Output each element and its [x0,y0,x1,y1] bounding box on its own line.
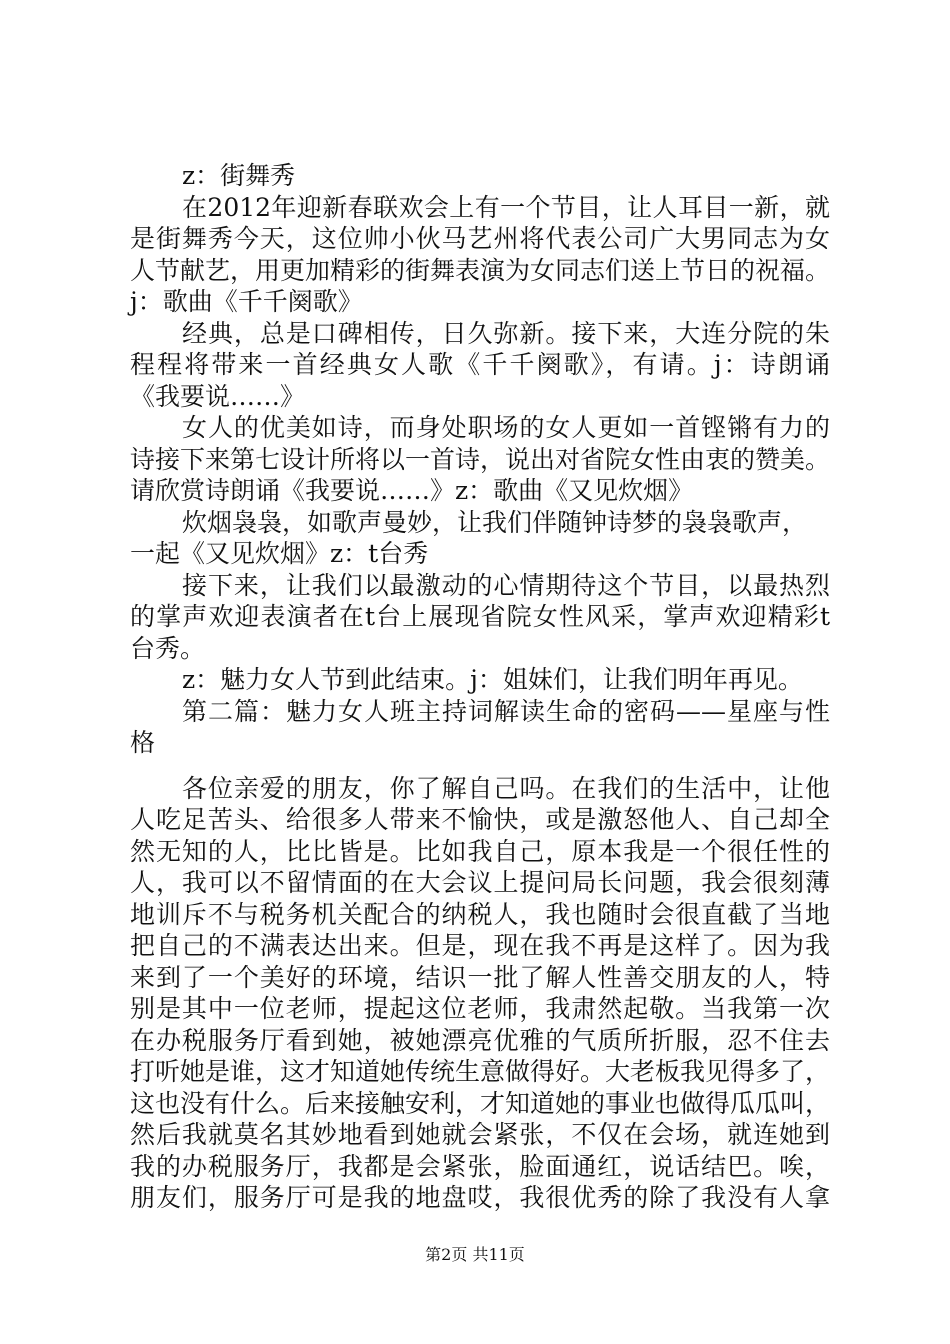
section-heading: 格 [130,728,156,757]
text-line: 在2012年迎新春联欢会上有一个节目，让人耳目一新，就 [182,192,830,222]
text-line: 经典，总是口碑相传，日久弥新。接下来，大连分院的朱 [182,318,830,348]
text-line: 一起《又见炊烟》z：t台秀 [130,539,429,568]
text-line: 人吃足苦头、给很多人带来不愉快，或是激怒他人、自己却全 [130,805,830,834]
text-line: 台秀。 [130,633,206,663]
text-line: 我的办税服务厅，我都是会紧张，脸面通红，说话结巴。唉， [130,1151,830,1181]
text-line: 人，我可以不留情面的在大会议上提问局长问题，我会很刻薄 [130,868,830,897]
text-line: 各位亲爱的朋友，你了解自己吗。在我们的生活中，让他 [182,773,830,803]
text-line: 然后我就莫名其妙地看到她就会紧张，不仅在会场，就连她到 [130,1120,830,1149]
text-line: 这也没有什么。后来接触安利，才知道她的事业也做得瓜瓜叫， [130,1088,831,1118]
text-line: 来到了一个美好的环境，结识一批了解人性善交朋友的人，特 [130,962,830,992]
text-line: 人节献艺，用更加精彩的街舞表演为女同志们送上节日的祝福。 [130,255,831,285]
text-line: 把自己的不满表达出来。但是，现在我不再是这样了。因为我 [130,931,830,960]
text-line: 然无知的人，比比皆是。比如我自己，原本我是一个很任性的 [130,836,830,866]
text-line: 打听她是谁，这才知道她传统生意做得好。大老板我见得多了， [130,1057,831,1086]
text-line: 别是其中一位老师，提起这位老师，我肃然起敬。当我第一次 [130,994,830,1023]
text-line: 朋友们，服务厅可是我的地盘哎，我很优秀的除了我没有人拿 [130,1183,830,1212]
text-line: 程程将带来一首经典女人歌《千千阕歌》，有请。j：诗朗诵 [130,350,830,379]
text-line: 的掌声欢迎表演者在t台上展现省院女性风采，掌声欢迎精彩t [130,602,830,631]
document-body [130,160,830,1214]
text-line: 诗接下来第七设计所将以一首诗，说出对省院女性由衷的赞美。 [130,444,831,474]
text-line: 《我要说……》 [130,381,306,411]
text-line: 接下来，让我们以最激动的心情期待这个节目，以最热烈 [182,570,830,600]
text-line: 地训斥不与税务机关配合的纳税人，我也随时会很直截了当地 [130,899,830,929]
text-line: 请欣赏诗朗诵《我要说……》z：歌曲《又见炊烟》 [130,476,694,505]
page-number-footer: 第2页 共11页 [425,1245,525,1264]
text-line: 是街舞秀今天，这位帅小伙马艺州将代表公司广大男同志为女 [130,224,830,253]
text-line: z：街舞秀 [182,161,296,190]
text-line: j：歌曲《千千阕歌》 [130,287,363,316]
text-line: 女人的优美如诗，而身处职场的女人更如一首铿锵有力的 [182,413,830,442]
paragraph-gap [130,759,830,773]
section-heading: 第二篇：魅力女人班主持词解读生命的密码——星座与性 [182,696,830,726]
text-line: 炊烟袅袅，如歌声曼妙，让我们伴随钟诗梦的袅袅歌声， [182,507,808,537]
text-line: 在办税服务厅看到她，被她漂亮优雅的气质所折服，忍不住去 [130,1025,830,1055]
text-line: z：魅力女人节到此结束。j：姐妹们，让我们明年再见。 [182,665,803,694]
